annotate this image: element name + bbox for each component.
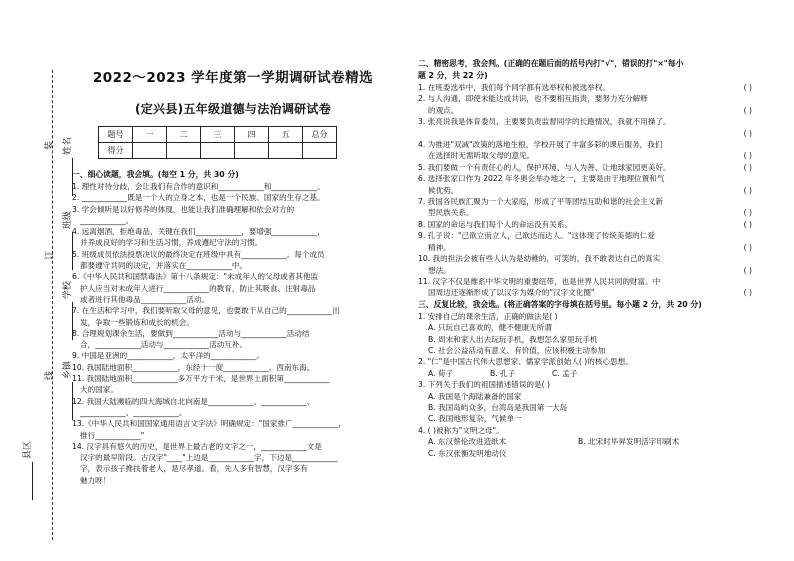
judge-item-text: 8. 国家的命运与我们每个人的命运没有关系。 [418, 219, 572, 229]
judge-item-text: 2. 与人沟通，即使未能达成共识，也不要相互指责，要努力充分解释 [418, 94, 648, 104]
score-input-cell[interactable] [269, 143, 303, 159]
score-input-cell[interactable] [235, 143, 269, 159]
choice-question-stem[interactable]: 3. 下列关于我们的祖国描述错误的是( ) [418, 380, 550, 390]
judge-item-text: 4. 为推进"双减"改策的落地生根，学校开展了丰富多彩的课后服务，我们 [418, 140, 663, 150]
fill-blank-line[interactable]: 14. 汉字具有悠久的历史，是世界上最古老的文字之一，____________文是 [72, 441, 322, 451]
section-3-heading: 三、反复比较，我会选。(将正确答案的字母填在括号里。每小题 2 分，共 20 分) [418, 299, 702, 309]
judge-item-text: 5. 我们要做一个有责任心的人，保护环境、与人为善、让地球家园更美好。 [418, 162, 671, 172]
judge-item [418, 253, 766, 264]
choice-option[interactable]: A. 我国是个海陆兼备的国家 [428, 391, 522, 401]
fill-blank-line[interactable]: 并养成良好的学习和生活习惯，养成遵纪守法的习惯。 [80, 238, 263, 248]
score-cell: 四 [235, 127, 269, 143]
score-cell: 五 [269, 127, 303, 143]
judge-item-text: 11. 汉字不仅是维系中华文明的重要纽带，也是世界人民共同的财富。中 [418, 276, 661, 286]
score-input-cell[interactable] [167, 143, 201, 159]
fill-blank-line[interactable]: 11. 我国陆地面积____________多万平方千米，是世界上面积第____________ [72, 374, 330, 384]
judge-item-text: 的观点。 [428, 105, 459, 115]
judge-item [418, 219, 766, 230]
fill-blank-line[interactable]: 汉字的最早阶段。古汉字"____"上边是____________字，下边是____________ [80, 453, 338, 463]
choice-option-row [418, 436, 766, 459]
judge-item [418, 196, 766, 207]
school-field[interactable]: 学校 [60, 281, 73, 340]
score-input-cell[interactable] [201, 143, 235, 159]
judge-item-text [428, 129, 430, 138]
judge-item [418, 105, 766, 116]
binding-mark-3: 线 [45, 370, 55, 380]
choice-option[interactable]: C. 东汉张衡发明地动仪 [428, 448, 507, 458]
binding-mark-2: 订 [45, 250, 55, 260]
choice-option[interactable]: B. 北宋时毕昇发明活字印刷术 [578, 437, 680, 447]
judge-item [418, 276, 766, 287]
town-field[interactable]: 乡镇 [60, 361, 73, 420]
judge-item-text: 6. 选择张家口作为 2022 年冬奥会举办地之一，主要是由于地理位置和气 [418, 174, 665, 184]
judge-item [418, 128, 766, 139]
binding-mark-1: 装 [45, 140, 55, 150]
judge-item [418, 207, 766, 218]
judge-item-text: 1. 在班委选举中，我们每个同学都有选举权和被选举权。 [418, 83, 610, 92]
score-cell: 得分 [99, 143, 133, 159]
section-2-heading-line1: 二、精密思考，我会判。(正确的在题后面的括号内打"√"，错误的打"×"每小 [418, 59, 684, 68]
judge-item [418, 287, 766, 298]
judge-item-text: 国周边还逐渐形成了以汉字为媒介的"汉字文化圈" [428, 288, 595, 298]
judge-item-text: 3. 张亮说我是体育委员，主要要负责监督同学的长跑情况，我就不用操了。 [418, 117, 671, 127]
judge-item-text: 10. 我的担法会被有些人认为是幼稚的，可笑的，我不敢表达自己的真实 [418, 254, 661, 264]
choice-option[interactable]: A. 只玩自己喜欢的，健不健康无所谓 [428, 323, 552, 333]
score-cell: 三 [201, 127, 235, 143]
judge-item-text: 想法。 [428, 265, 451, 275]
fill-blank-line[interactable]: 10. 我国陆地面积____________，东经十一度____________，西南东海。 [72, 362, 315, 372]
fill-blank-line[interactable]: 字，表示孩子搀扶着老人，是尽孝道。看，先人多有智慧，汉字多有 [80, 464, 308, 474]
answer-parentheses[interactable]: ( ) [743, 162, 752, 172]
fill-blank-line[interactable]: 1. 理性对待分歧，会让我们有合作的意识和____________和____________。 [72, 182, 325, 191]
fill-blank-line[interactable]: 13.《中华人民共和国国家通用语言文字法》明确规定："国家推广____________， [72, 419, 346, 429]
judge-item [418, 230, 766, 241]
fill-blank-line[interactable]: 魅力呀！ [80, 475, 111, 485]
score-table [98, 126, 337, 159]
choice-option-row [418, 368, 766, 379]
choice-option[interactable]: C. 孟子 [552, 368, 578, 378]
fill-blank-line[interactable]: 护人应当对未成年人进行____________的教育，防止其吸食、注射毒品 [80, 283, 316, 293]
score-cell: 一 [133, 127, 167, 143]
judge-item [418, 185, 766, 196]
choice-option[interactable]: B. 我国岛屿众多，台湾岛是我国第一大岛 [428, 402, 568, 412]
answer-parentheses[interactable]: ( ) [743, 128, 752, 138]
fill-blank-line[interactable]: 都要遵守共同的决定，并落实在____________中。 [80, 261, 248, 271]
fill-blank-line[interactable]: 5. 班级成员依法投票决议的最终决定在班级中具有____________。每个成员 [72, 249, 325, 259]
judge-item [418, 173, 766, 184]
answer-parentheses[interactable]: ( ) [743, 208, 752, 218]
judge-item [418, 162, 766, 173]
answer-parentheses[interactable]: ( ) [743, 219, 752, 229]
score-input-cell[interactable] [133, 143, 167, 159]
fill-blank-line[interactable]: 9. 中国是亚洲的____________，太平洋的____________。 [72, 351, 264, 361]
fill-blank-line[interactable]: 合，____________活动与____________活动互补。 [80, 340, 248, 350]
choice-question-stem[interactable]: 4. ( )被称为"文明之母"。 [418, 425, 504, 435]
judge-item-text: 候优势。 [428, 185, 459, 195]
score-cell: 总分 [303, 127, 337, 143]
choice-question-stem[interactable]: 1. 安排自己的课余生活，正确的做法是( ) [418, 311, 558, 321]
choice-question-stem[interactable]: 2. "仁"是中国古代伟大思想家、儒家学派创始人( )的核心思想。 [418, 357, 633, 367]
choice-option[interactable]: B. 周末和家人出去玩玩手机，我想怎么家里玩手机 [428, 334, 598, 344]
left-column [72, 66, 394, 486]
score-cell: 二 [167, 127, 201, 143]
judge-item [418, 265, 766, 276]
county-field[interactable]: 县区 [20, 441, 33, 500]
choice-option[interactable]: A. 东汉蔡伦改进造纸术 [428, 437, 507, 447]
judge-item [418, 82, 766, 93]
judge-item-text: 在选择时无需听取父母的意见。 [428, 151, 535, 161]
judge-item [418, 116, 766, 127]
fill-blank-line[interactable]: 8. 合理规划课余生活，要做到____________活动与____________活动结 [72, 328, 310, 338]
section-3-body [418, 311, 766, 459]
answer-parentheses[interactable]: ( ) [743, 288, 752, 298]
choice-option[interactable]: C. 社会公益活动有意义、有价值，应该积极主动参加 [428, 345, 606, 355]
fill-blank-line[interactable]: 推行____________" [80, 430, 145, 440]
exam-subtitle: (定兴县)五年级道德与法治调研试卷 [134, 102, 332, 116]
answer-parentheses[interactable]: ( ) [743, 185, 752, 195]
right-column [418, 58, 766, 459]
fill-blank-line[interactable]: 4. 远离烟酒，拒绝毒品，关键在我们____________，要增强____________， [72, 227, 325, 237]
judge-item [418, 93, 766, 104]
fill-blank-line[interactable]: 或者进行其他毒品____________活动。 [80, 294, 210, 304]
fill-blank-line[interactable]: 12. 我国大陆濒临的四大海域自北向南是____________、____________、 [72, 396, 315, 406]
fill-blank-line[interactable]: 2. ____________既是一个人的立身之本，也是一个民族、国家的生存之基。 [72, 193, 325, 203]
fill-blank-line[interactable]: ____________、____________。 [80, 407, 187, 417]
score-table-header-row [99, 127, 337, 143]
fill-blank-line[interactable]: 发，争取一些锻炼和成长的机会。 [80, 317, 194, 327]
fill-blank-line[interactable]: ____________。 [80, 215, 134, 225]
class-field[interactable]: 班级 [60, 211, 73, 270]
answer-parentheses[interactable]: ( ) [743, 83, 752, 92]
exam-title: 2022～2023 学年度第一学期调研试卷精选 [92, 70, 374, 86]
answer-parentheses[interactable]: ( ) [743, 151, 752, 161]
fill-blank-line[interactable]: 6.《中华人民共和国禁毒法》第十八条规定："未成年人的父母或者其他监 [72, 272, 319, 282]
judge-item-text: 7. 我国各民族汇聚为一个大家庭，形成了平等团结互助和谐的社会主义新 [418, 197, 664, 207]
choice-option[interactable]: A. 荀子 [428, 368, 454, 378]
judge-item-text: 精神。 [428, 242, 451, 252]
score-table-score-row [99, 143, 337, 159]
judge-item-text: 9. 孔子说："己欲立而立人，己欲达而达人。"这体现了传统美德的仁爱 [418, 231, 655, 241]
name-field[interactable]: 姓名 [60, 137, 73, 196]
section-1-heading: 一、细心读题，我会填。(每空 1 分，共 30 分) [72, 170, 239, 179]
judge-item [418, 139, 766, 150]
choice-option[interactable]: B. 孔子 [490, 368, 516, 378]
answer-parentheses[interactable]: ( ) [743, 105, 752, 115]
fill-blank-line[interactable]: 3. 学会倾听是以好修养的体现，也能让我们准确理解和依会对方的 [72, 204, 295, 214]
score-cell: 题号 [99, 127, 133, 143]
section-2-heading-line2: 题 2 分，共 22 分) [418, 71, 488, 80]
choice-option[interactable]: C. 我国地形复杂，气候单一 [428, 414, 522, 424]
answer-parentheses[interactable]: ( ) [743, 242, 752, 252]
fill-blank-line[interactable]: 7. 在生活和学习中，我们要听取父母的意见，也要敢于从自己的____________出 [72, 306, 340, 316]
judge-item-text: 型民族关系。 [428, 208, 474, 218]
judge-item [418, 242, 766, 253]
score-input-cell[interactable] [303, 143, 337, 159]
section-1-body [72, 181, 394, 486]
section-2-body [418, 82, 766, 299]
answer-parentheses[interactable]: ( ) [743, 265, 752, 275]
fill-blank-line[interactable]: 大的国家。 [80, 385, 118, 395]
judge-item [418, 150, 766, 161]
